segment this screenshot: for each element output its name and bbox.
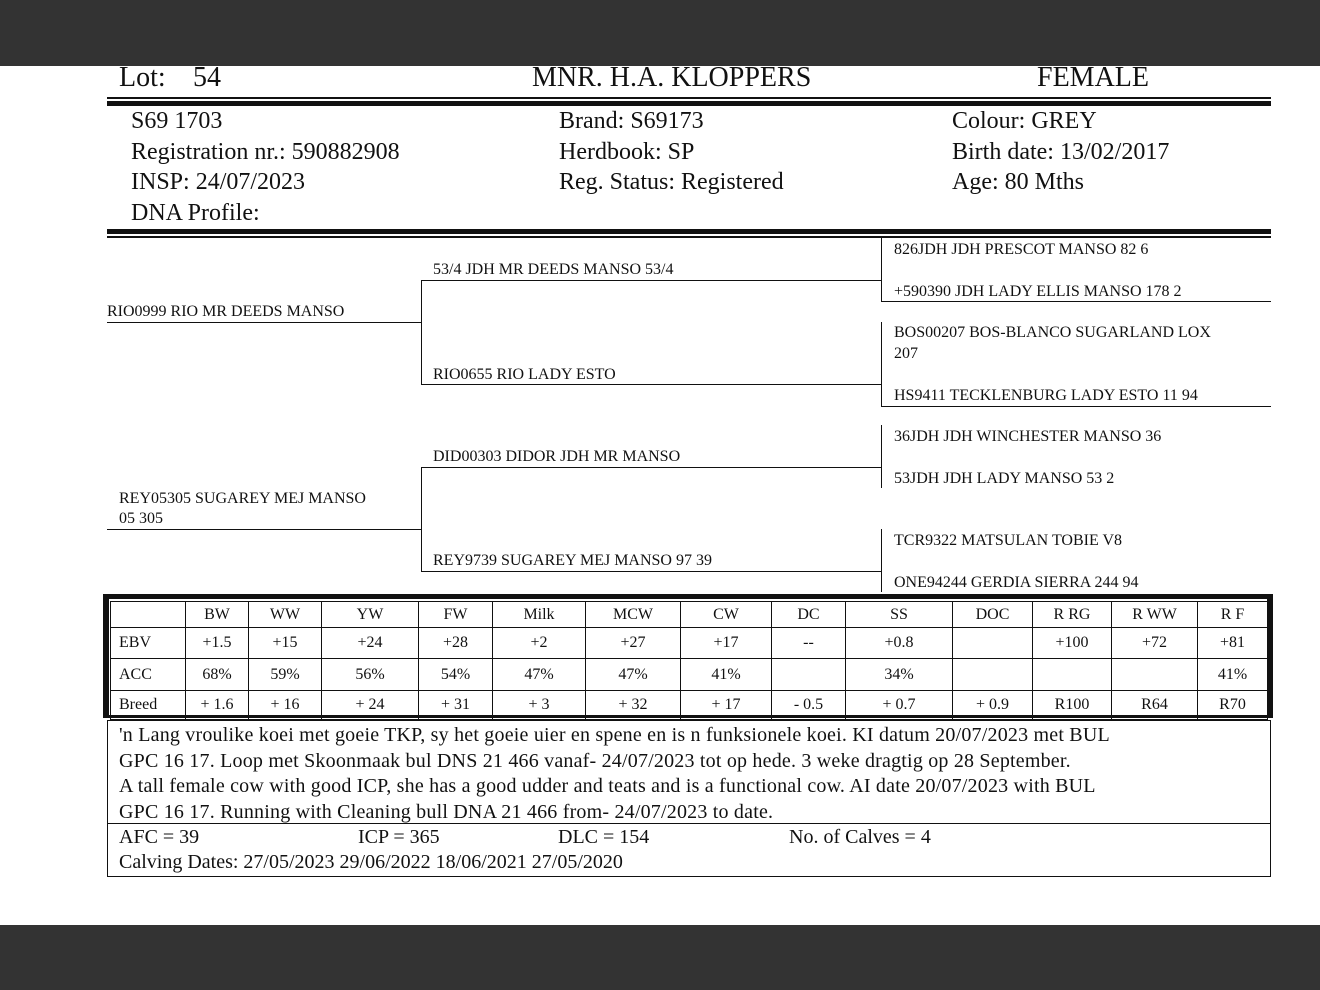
table-cell: +100 — [1033, 628, 1112, 659]
table-cell — [1033, 659, 1112, 691]
afc-value: AFC = 39 — [119, 826, 200, 848]
table-cell: 47% — [493, 659, 586, 691]
footer-divider — [107, 823, 1271, 824]
table-cell: 34% — [846, 659, 953, 691]
pedigree-connector — [421, 467, 422, 571]
table-header: R WW — [1112, 602, 1198, 628]
info-rule-thin — [107, 236, 1271, 238]
table-cell: -- — [772, 628, 846, 659]
header-rule-thick — [107, 101, 1271, 106]
info-rule-thick — [107, 229, 1271, 234]
comment-line: GPC 16 17. Loop met Skoonmaak bul DNS 21 466 vanaf- 24/07/2023 tot op hede. 3 weke dragtig op 28 September. — [119, 749, 1071, 772]
pedigree-dam-suffix: 05 305 — [119, 510, 163, 527]
pedigree-sds-suffix: 207 — [894, 345, 918, 362]
top-frame-bar — [0, 0, 1320, 66]
table-cell: 56% — [322, 659, 419, 691]
table-header: Milk — [493, 602, 586, 628]
table-cell: - 0.5 — [772, 691, 846, 720]
pedigree-dam-sire: DID00303 DIDOR JDH MR MANSO — [433, 448, 681, 465]
icp-value: ICP = 365 — [358, 826, 440, 848]
table-header: MCW — [586, 602, 681, 628]
pedigree-line — [881, 301, 1271, 302]
table-cell: 68% — [186, 659, 249, 691]
table-row — [111, 691, 1268, 720]
pedigree-line — [421, 280, 881, 281]
table-cell: + 17 — [681, 691, 772, 720]
pedigree-connector — [881, 322, 882, 406]
table-header: R F — [1198, 602, 1268, 628]
colour: Colour: GREY — [952, 108, 1097, 134]
table-header: R RG — [1033, 602, 1112, 628]
owner-name: MNR. H.A. KLOPPERS — [532, 62, 812, 93]
pedigree-line — [421, 467, 881, 468]
header-rule-thin — [107, 97, 1271, 99]
table-cell: +81 — [1198, 628, 1268, 659]
table-cell: +24 — [322, 628, 419, 659]
table-cell: + 1.6 — [186, 691, 249, 720]
registration-status: Reg. Status: Registered — [559, 169, 784, 195]
table-header — [111, 602, 186, 628]
table-cell — [953, 628, 1033, 659]
table-cell — [772, 659, 846, 691]
row-label: ACC — [111, 659, 186, 691]
inspection-date: INSP: 24/07/2023 — [131, 169, 306, 195]
table-cell: + 24 — [322, 691, 419, 720]
calves-count: No. of Calves = 4 — [789, 826, 931, 848]
lot-number: 54 — [193, 62, 221, 93]
table-cell: + 16 — [249, 691, 322, 720]
comment-line: 'n Lang vroulike koei met goeie TKP, sy het goeie uier en spene en is n funksionele koei. KI datum 20/07/2023 met BUL — [119, 724, 1110, 746]
registration-number: Registration nr.: 590882908 — [131, 139, 400, 165]
table-cell: + 31 — [419, 691, 493, 720]
pedigree-sds: BOS00207 BOS-BLANCO SUGARLAND LOX — [894, 324, 1211, 341]
table-header: CW — [681, 602, 772, 628]
pedigree-sire-sire: 53/4 JDH MR DEEDS MANSO 53/4 — [433, 261, 674, 278]
lot-label: Lot: — [119, 62, 166, 93]
pedigree-sire: RIO0999 RIO MR DEEDS MANSO — [107, 303, 345, 320]
pedigree-ssd: +590390 JDH LADY ELLIS MANSO 178 2 — [894, 283, 1182, 300]
sex-label: FEMALE — [1037, 62, 1149, 93]
table-header: BW — [186, 602, 249, 628]
table-cell: +1.5 — [186, 628, 249, 659]
row-label: Breed — [111, 691, 186, 720]
birth-date: Birth date: 13/02/2017 — [952, 139, 1170, 165]
pedigree-line — [107, 322, 421, 323]
table-header: DOC — [953, 602, 1033, 628]
table-row — [111, 628, 1268, 659]
table-cell: +2 — [493, 628, 586, 659]
animal-id: S69 1703 — [131, 108, 223, 134]
table-cell: + 0.9 — [953, 691, 1033, 720]
table-cell: + 0.7 — [846, 691, 953, 720]
pedigree-line — [881, 406, 1271, 407]
table-cell: + 32 — [586, 691, 681, 720]
pedigree-sdd: HS9411 TECKLENBURG LADY ESTO 11 94 — [894, 387, 1198, 404]
brand: Brand: S69173 — [559, 108, 704, 134]
table-cell: R64 — [1112, 691, 1198, 720]
bottom-frame-bar — [0, 925, 1320, 990]
dna-profile: DNA Profile: — [131, 200, 260, 226]
table-header: SS — [846, 602, 953, 628]
pedigree-sire-dam: RIO0655 RIO LADY ESTO — [433, 366, 616, 383]
comments-text — [119, 723, 1264, 825]
dlc-value: DLC = 154 — [558, 826, 650, 848]
table-header: WW — [249, 602, 322, 628]
pedigree-line — [107, 529, 421, 530]
table-cell: +15 — [249, 628, 322, 659]
herdbook: Herdbook: SP — [559, 139, 695, 165]
pedigree-dsd: 53JDH JDH LADY MANSO 53 2 — [894, 470, 1115, 487]
table-cell: 47% — [586, 659, 681, 691]
table-row — [111, 659, 1268, 691]
table-cell: 41% — [681, 659, 772, 691]
pedigree-line — [421, 571, 881, 572]
table-cell: 54% — [419, 659, 493, 691]
table-cell: +28 — [419, 628, 493, 659]
pedigree-sss: 826JDH JDH PRESCOT MANSO 82 6 — [894, 241, 1149, 258]
pedigree-connector — [881, 425, 882, 488]
table-cell: + 3 — [493, 691, 586, 720]
pedigree-connector — [881, 238, 882, 301]
row-label: EBV — [111, 628, 186, 659]
table-header: YW — [322, 602, 419, 628]
table-header: DC — [772, 602, 846, 628]
comment-line: GPC 16 17. Running with Cleaning bull DNA 21 466 from- 24/07/2023 to date. — [119, 800, 774, 823]
table-cell: R100 — [1033, 691, 1112, 720]
pedigree-dam: REY05305 SUGAREY MEJ MANSO — [119, 490, 366, 507]
ebv-header-row — [111, 602, 1268, 628]
pedigree-line — [421, 384, 881, 385]
table-header: FW — [419, 602, 493, 628]
pedigree-dds: TCR9322 MATSULAN TOBIE V8 — [894, 532, 1123, 549]
comment-line: A tall female cow with good ICP, she has a good udder and teats and is a functional cow. AI date 20/07/2023 with BUL — [119, 775, 1096, 797]
table-cell: +0.8 — [846, 628, 953, 659]
table-cell: +27 — [586, 628, 681, 659]
pedigree-ddd: ONE94244 GERDIA SIERRA 244 94 — [894, 574, 1139, 591]
table-cell: 59% — [249, 659, 322, 691]
pedigree-connector — [421, 280, 422, 384]
pedigree-dss: 36JDH JDH WINCHESTER MANSO 36 — [894, 428, 1162, 445]
table-cell: +72 — [1112, 628, 1198, 659]
calving-dates: Calving Dates: 27/05/2023 29/06/2022 18/06/2021 27/05/2020 — [119, 851, 623, 873]
pedigree-connector — [881, 529, 882, 592]
table-cell — [1112, 659, 1198, 691]
ebv-table — [110, 601, 1268, 720]
table-cell: +17 — [681, 628, 772, 659]
table-cell — [953, 659, 1033, 691]
table-cell: 41% — [1198, 659, 1268, 691]
age: Age: 80 Mths — [952, 169, 1084, 195]
pedigree-dam-dam: REY9739 SUGAREY MEJ MANSO 97 39 — [433, 552, 712, 569]
table-cell: R70 — [1198, 691, 1268, 720]
